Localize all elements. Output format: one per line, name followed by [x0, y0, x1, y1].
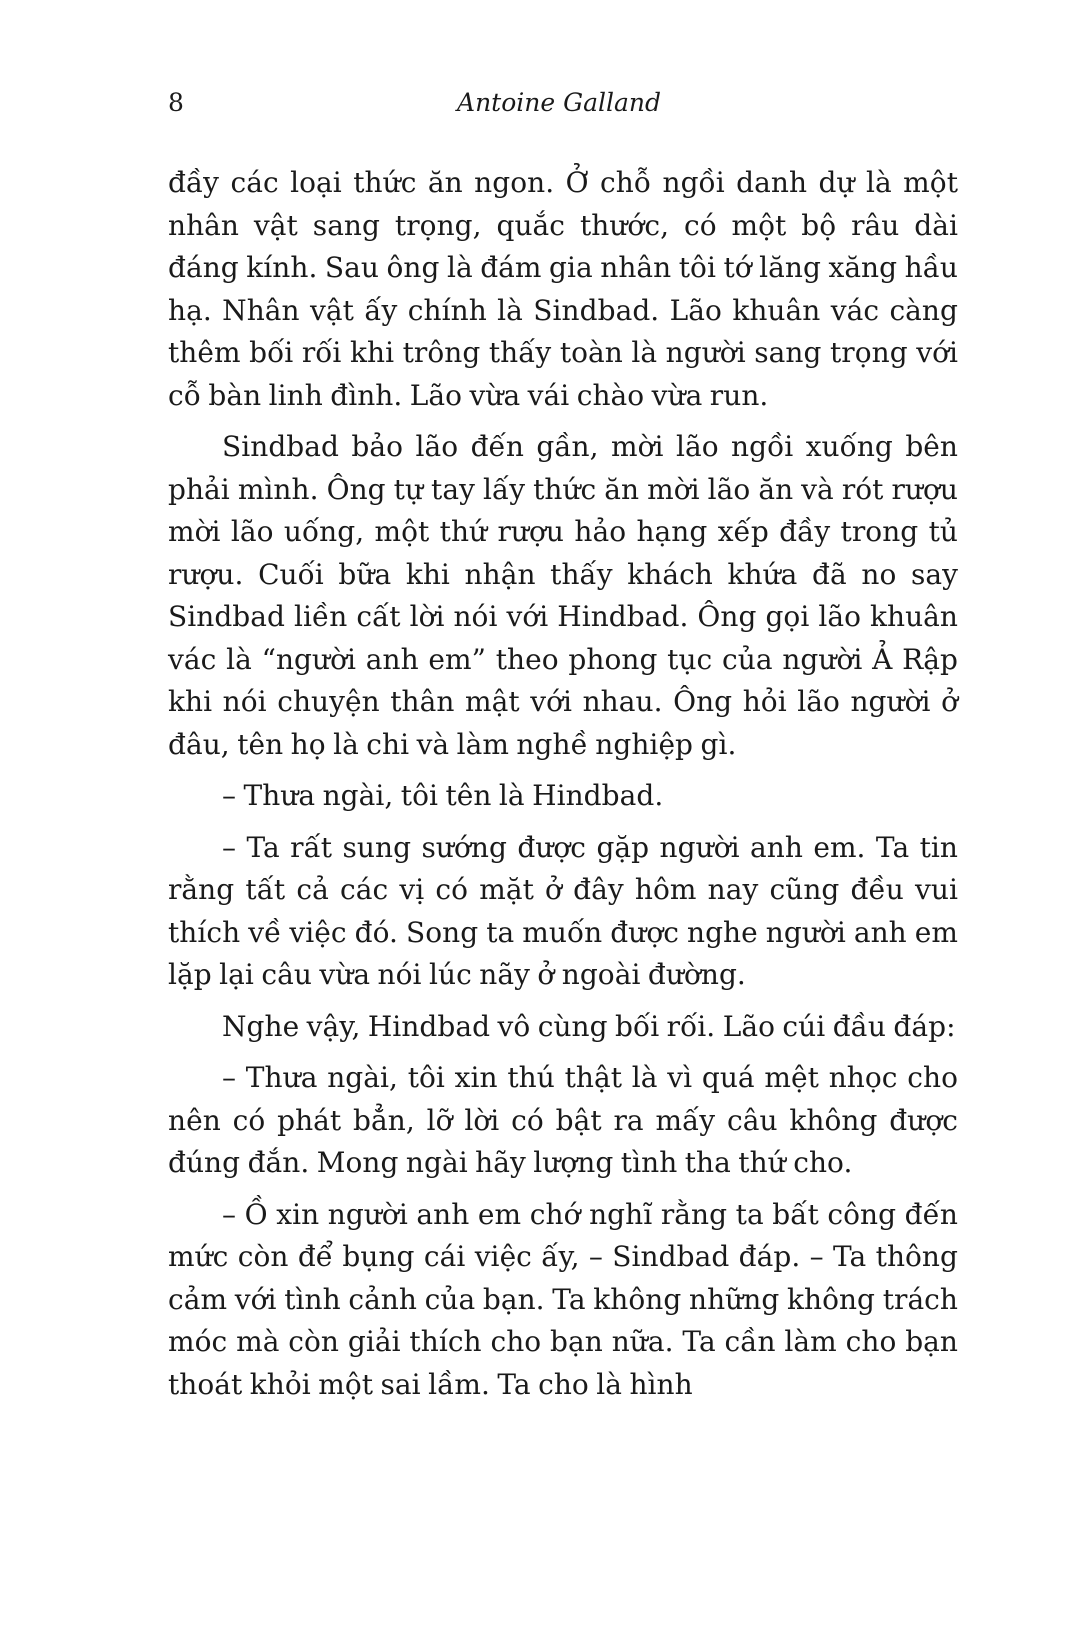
- paragraph: Sindbad bảo lão đến gần, mời lão ngồi xuống bên phải mình. Ông tự tay lấy thức ăn mời lão ăn và rót rượu mời lão uống, một thứ rượu hảo hạng xếp đầy trong tủ rượu. Cuối bữa khi nhận thấy khách khứa đã no say Sindbad liền cất lời nói với Hindbad. Ông gọi lão khuân vác là “người anh em” theo phong tục của người Ả Rập khi nói chuyện thân mật với nhau. Ông hỏi lão người ở đâu, tên họ là chi và làm nghề nghiệp gì.: [168, 430, 958, 761]
- dialogue-line: – Thưa ngài, tôi tên là Hindbad.: [222, 779, 664, 812]
- running-header-author: Antoine Galland: [457, 88, 661, 117]
- dialogue-line: – Ta rất sung sướng được gặp người anh em. Ta tin rằng tất cả các vị có mặt ở đây hôm nay cũng đều vui thích về việc đó. Song ta muốn được nghe người anh em lặp lại câu vừa nói lúc nãy ở ngoài đường.: [168, 830, 958, 991]
- paragraph-continued: đầy các loại thức ăn ngon. Ở chỗ ngồi danh dự là một nhân vật sang trọng, quắc thước, có một bộ râu dài đáng kính. Sau ông là đám gia nhân tôi tớ lăng xăng hầu hạ. Nhân vật ấy chính là Sindbad. Lão khuân vác càng thêm bối rối khi trông thấy toàn là người sang trọng với cỗ bàn linh đình. Lão vừa vái chào vừa run.: [168, 166, 958, 412]
- dialogue-line: – Ồ xin người anh em chớ nghĩ rằng ta bất công đến mức còn để bụng cái việc ấy, – Sindbad đáp. – Ta thông cảm với tình cảnh của bạn. Ta không những không trách móc mà còn giải thích cho bạn nữa. Ta cần làm cho bạn thoát khỏi một sai lầm. Ta cho là hình: [168, 1197, 958, 1401]
- page-number: 8: [168, 88, 184, 117]
- running-header: [168, 88, 950, 128]
- body-text: [168, 162, 958, 1415]
- paragraph: Nghe vậy, Hindbad vô cùng bối rối. Lão cúi đầu đáp:: [222, 1009, 956, 1043]
- dialogue-line: – Thưa ngài, tôi xin thú thật là vì quá mệt nhọc cho nên có phát bẳn, lỡ lời có bật ra mấy câu không được đúng đắn. Mong ngài hãy lượng tình tha thứ cho.: [168, 1061, 958, 1179]
